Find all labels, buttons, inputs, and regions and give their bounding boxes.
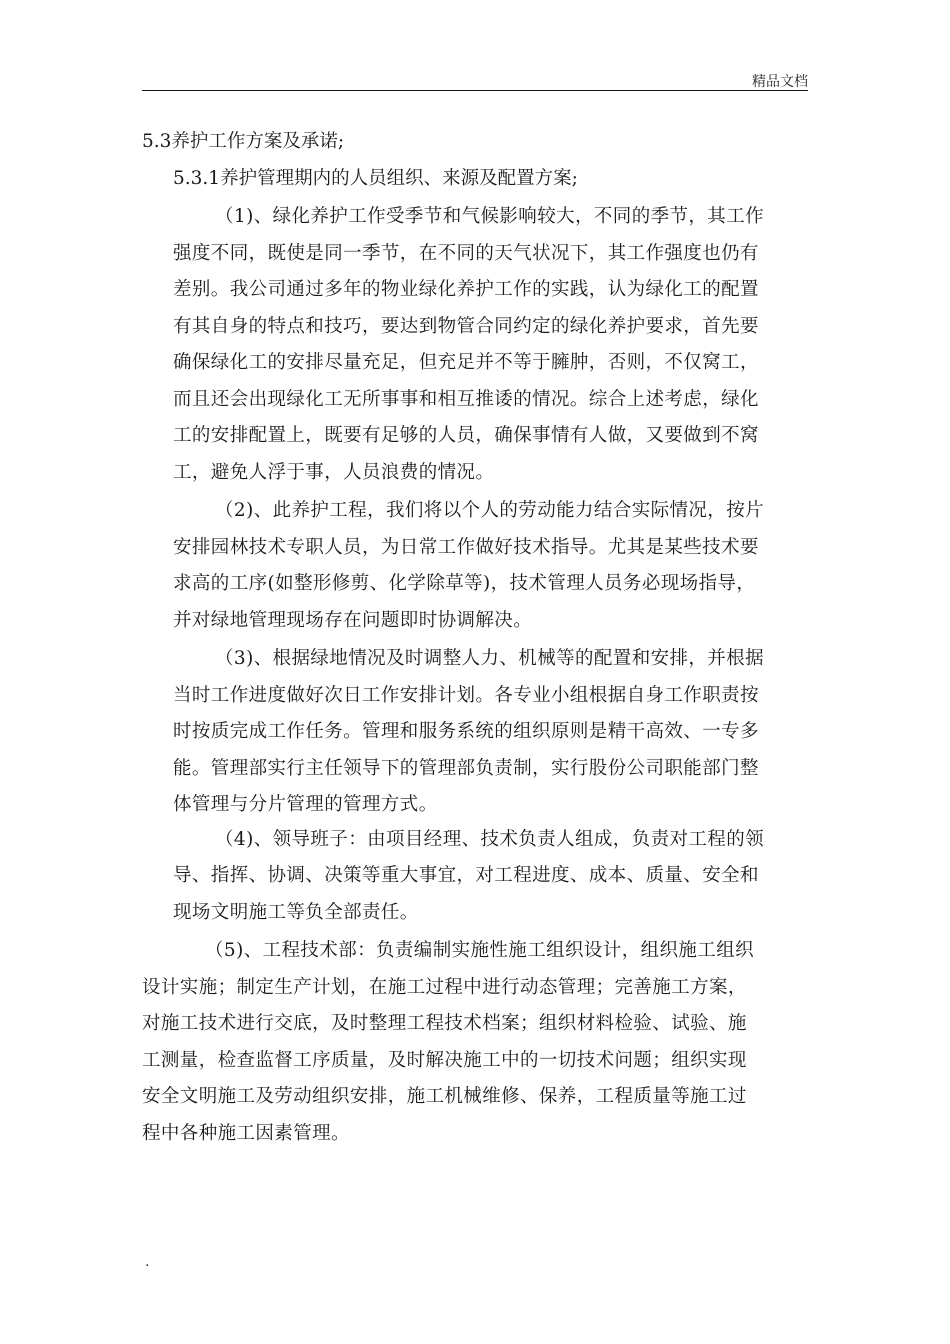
paragraph-line: 有其自身的特点和技巧，要达到物管合同约定的绿化养护要求，首先要 <box>173 315 759 337</box>
paragraph-line: 工，避免人浮于事，人员浪费的情况。 <box>173 461 495 483</box>
paragraph-line: 安全文明施工及劳动组织安排，施工机械维修、保养，工程质量等施工过 <box>142 1086 747 1107</box>
paragraph-line: （1)、绿化养护工作受季节和气候影响较大，不同的季节，其工作 <box>215 206 764 227</box>
paragraph-line: （2)、此养护工程，我们将以个人的劳动能力结合实际情况，按片 <box>215 500 764 521</box>
document-body <box>142 126 808 1149</box>
paragraph-1 <box>142 201 808 488</box>
paragraph-line: 求高的工序(如整形修剪、化学除草等)，技术管理人员务必现场指导， <box>173 573 756 594</box>
paragraph-line: 程中各种施工因素管理。 <box>142 1122 350 1144</box>
paragraph-line: （4)、领导班子：由项目经理、技术负责人组成，负责对工程的领 <box>215 828 764 850</box>
header-label: 精品文档 <box>752 74 808 90</box>
footer-mark: . <box>145 1254 150 1270</box>
paragraph-line: 而且还会出现绿化工无所事事和相互推诿的情况。综合上述考虑，绿化 <box>173 388 759 410</box>
paragraph-line: 安排园林技术专职人员，为日常工作做好技术指导。尤其是某些技术要 <box>173 536 759 558</box>
paragraph-line: 强度不同，既使是同一季节，在不同的天气状况下，其工作强度也仍有 <box>173 242 759 264</box>
paragraph-line: 工测量，检查监督工序质量，及时解决施工中的一切技术问题；组织实现 <box>142 1049 747 1071</box>
paragraph-line: 导、指挥、协调、决策等重大事宜，对工程进度、成本、质量、安全和 <box>173 865 759 886</box>
paragraph-line: 体管理与分片管理的管理方式。 <box>173 794 438 815</box>
paragraph-line: 确保绿化工的安排尽量充足，但充足并不等于臃肿，否则，不仅窝工， <box>173 352 759 373</box>
paragraph-line: 对施工技术进行交底，及时整理工程技术档案；组织材料检验、试验、施 <box>142 1013 747 1034</box>
paragraph-line: 设计实施；制定生产计划，在施工过程中进行动态管理；完善施工方案， <box>142 976 747 998</box>
section-heading: 5.3养护工作方案及承诺; <box>142 131 345 152</box>
paragraph-line: 现场文明施工等负全部责任。 <box>173 901 419 923</box>
paragraph-line: 能。管理部实行主任领导下的管理部负责制，实行股份公司职能部门整 <box>173 757 759 779</box>
paragraph-line: （5)、工程技术部：负责编制实施性施工组织设计，组织施工组织 <box>205 940 754 961</box>
paragraph-5 <box>142 935 808 1149</box>
paragraph-line: 并对绿地管理现场存在问题即时协调解决。 <box>173 609 533 631</box>
paragraph-3 <box>142 643 808 821</box>
paragraph-line: 差别。我公司通过多年的物业绿化养护工作的实践，认为绿化工的配置 <box>173 279 759 300</box>
paragraph-line: 当时工作进度做好次日工作安排计划。各专业小组根据自身工作职责按 <box>173 684 759 706</box>
paragraph-line: （3)、根据绿地情况及时调整人力、机械等的配置和安排，并根据 <box>215 648 764 669</box>
header-divider <box>142 90 808 91</box>
paragraph-4 <box>142 824 808 929</box>
paragraph-line: 时按质完成工作任务。管理和服务系统的组织原则是精干高效、一专多 <box>173 721 759 742</box>
paragraph-2 <box>142 495 808 636</box>
subsection-heading: 5.3.1养护管理期内的人员组织、来源及配置方案; <box>173 167 578 189</box>
paragraph-line: 工的安排配置上，既要有足够的人员，确保事情有人做，又要做到不窝 <box>173 425 759 446</box>
